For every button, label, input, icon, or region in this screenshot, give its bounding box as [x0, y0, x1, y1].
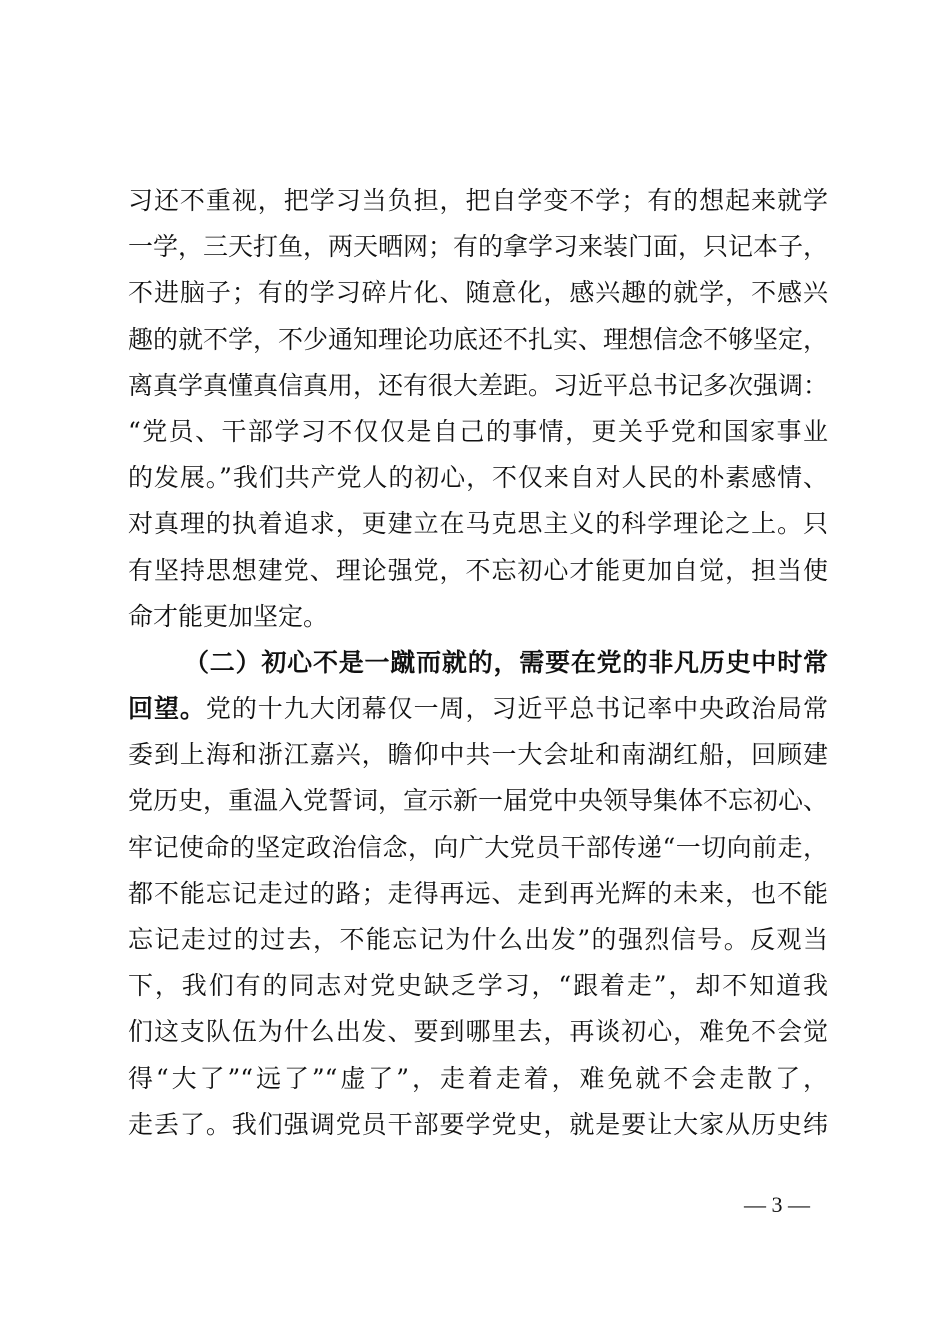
- paragraph-1-line: 趣的就不学，不少通知理论功底还不扎实、理想信念不够坚定，: [128, 324, 829, 354]
- paragraph-2-line: 委到上海和浙江嘉兴，瞻仰中共一大会址和南湖红船，回顾建: [128, 740, 828, 770]
- paragraph-1-line: “党员、干部学习不仅仅是自己的事情，更关乎党和国家事业: [128, 416, 828, 446]
- paragraph-2-line: 得“大了”“远了”“虚了”，走着走着，难免就不会走散了，: [128, 1063, 828, 1093]
- paragraph-1-line: 不进脑子；有的学习碎片化、随意化，感兴趣的就学，不感兴: [128, 278, 828, 308]
- page-number: — 3 —: [744, 1192, 810, 1217]
- paragraph-2-line: 走丢了。我们强调党员干部要学党史，就是要让大家从历史纬: [128, 1109, 828, 1139]
- section-heading-end: 回望。: [128, 694, 206, 724]
- body-text: [128, 178, 828, 1148]
- paragraph-2-line: 牢记使命的坚定政治信念，向广大党员干部传递“一切向前走，: [128, 832, 828, 862]
- paragraph-1-line: 一学，三天打鱼，两天晒网；有的拿学习来装门面，只记本子，: [128, 232, 829, 262]
- paragraph-2-line: [128, 686, 828, 732]
- paragraph-1-line: 命才能更加坚定。: [128, 601, 329, 631]
- paragraph-2-line: 党历史，重温入党誓词，宣示新一届党中央领导集体不忘初心、: [128, 786, 829, 816]
- paragraph-1-line: 有坚持思想建党、理论强党，不忘初心才能更加自觉，担当使: [128, 555, 828, 585]
- paragraph-2-line: 都不能忘记走过的路；走得再远、走到再光辉的未来，也不能: [128, 878, 828, 908]
- section-heading: （二）初心不是一蹴而就的，需要在党的非凡历史中时常: [184, 647, 828, 677]
- paragraph-2-line: 下，我们有的同志对党史缺乏学习，“跟着走”，却不知道我: [128, 971, 828, 1001]
- paragraph-2-line: 忘记走过的过去，不能忘记为什么出发”的强烈信号。反观当: [128, 925, 828, 954]
- paragraph-1-line: 的发展。”我们共产党人的初心，不仅来自对人民的朴素感情、: [128, 463, 828, 493]
- paragraph-2-line: 们这支队伍为什么出发、要到哪里去，再谈初心，难免不会觉: [128, 1017, 828, 1047]
- paragraph-1-line: 习还不重视，把学习当负担，把自学变不学；有的想起来就学: [128, 186, 828, 215]
- paragraph-1-line: 离真学真懂真信真用，还有很大差距。习近平总书记多次强调：: [128, 370, 829, 400]
- paragraph-1-line: 对真理的执着追求，更建立在马克思主义的科学理论之上。只: [128, 509, 828, 539]
- paragraph-2-line-text: 党的十九大闭幕仅一周，习近平总书记率中央政治局常: [205, 694, 828, 724]
